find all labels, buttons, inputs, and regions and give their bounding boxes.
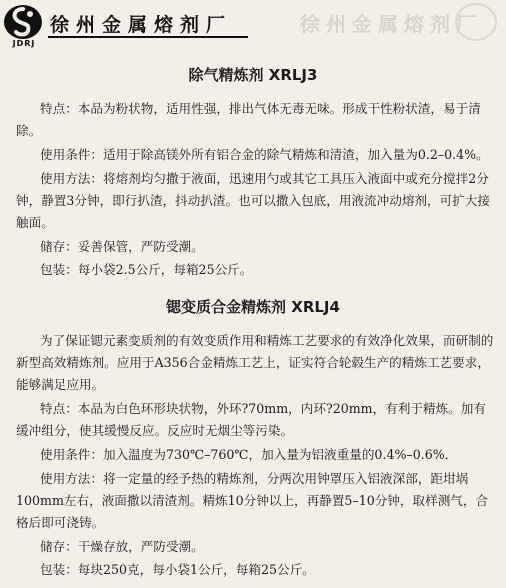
bleed-through-header: 徐州金属熔剂厂: [300, 12, 482, 36]
page-header: [0, 0, 506, 52]
header-rule: [48, 36, 248, 38]
bleed-through-logo-icon: [455, 3, 497, 41]
paragraph: 使用条件：适用于除高镁外所有铝合金的除气精炼和清渣，加入量为0.2–0.4%。: [40, 147, 489, 162]
section-title: 除气精炼剂 XRLJ3: [188, 66, 318, 84]
paragraph: 储存：妥善保管，严防受潮。: [40, 239, 204, 254]
paragraph: 包装：每块250克，每小袋1公斤，每箱25公斤。: [40, 562, 315, 577]
paragraph: 为了保证锶元素变质剂的有效变质作用和精炼工艺要求的有效净化效果，而研制的新型高效精炼剂。应用于A356合金精炼工艺上，证实符合轮毂生产的精炼工艺要求，能够满足应用。: [16, 333, 494, 392]
paragraph: 包装：每小袋2.5公斤，每箱25公斤。: [40, 262, 253, 277]
company-logo-icon: [4, 5, 42, 39]
company-name: 徐州金属熔剂厂: [50, 14, 233, 36]
section-title: 锶变质合金精炼剂 XRLJ4: [166, 298, 340, 316]
paragraph: 使用条件：加入温度为730℃–760℃，加入量为铝液重量的0.4%–0.6%．: [40, 447, 458, 462]
paragraph: 使用方法：将熔剂均匀撒于液面，迅速用勺或其它工具压入液面中或充分搅拌2分钟，静置3分钟，即行扒渣，抖动扒渣。也可以撒入包底，用液流冲动熔剂，可扩大接触面。: [16, 171, 490, 230]
paragraph: 储存：干燥存放，严防受潮。: [40, 539, 204, 554]
paragraph: 特点：本品为粉状物，适用性强，排出气体无毒无味。形成干性粉状渣，易于清除。: [16, 101, 481, 138]
paragraph: 使用方法：将一定量的经予热的精炼剂，分两次用钟罩压入铝液深部，距坩埚100mm左右，液面撒以清渣剂。精炼10分钟以上，再静置5–10分钟，取样测气，合格后即可浇铸。: [16, 471, 489, 530]
paragraph: 特点：本品为白色环形块状物，外环?70mm，内环?20mm，有利于精炼。加有缓冲组分，使其缓慢反应。反应时无烟尘等污染。: [16, 401, 486, 438]
logo-abbreviation: JDRJ: [12, 39, 36, 48]
